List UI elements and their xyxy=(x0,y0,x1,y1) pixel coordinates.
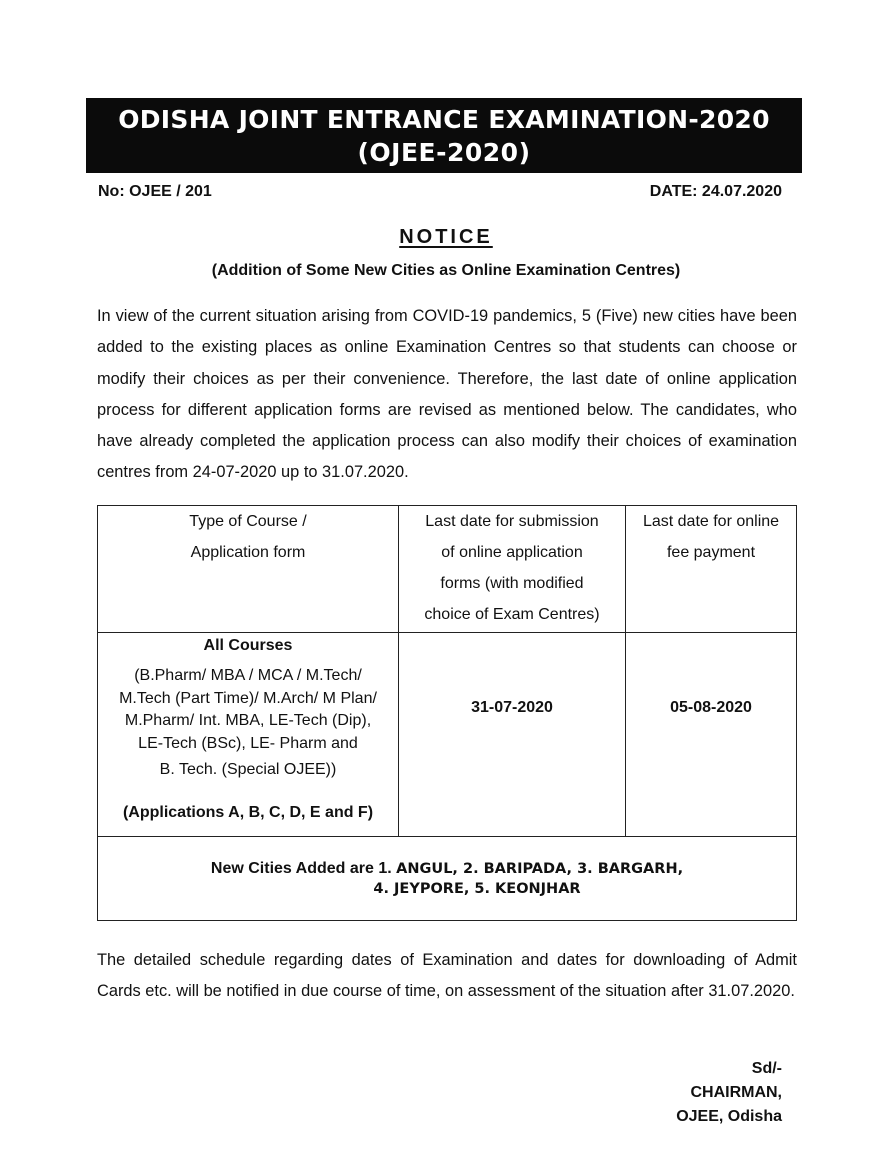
signature-org: OJEE, Odisha xyxy=(676,1108,782,1125)
reference-number: No: OJEE / 201 xyxy=(98,183,212,200)
submission-date: 31-07-2020 xyxy=(471,698,553,716)
new-cities-cell xyxy=(98,837,797,921)
submission-date-cell xyxy=(399,633,626,837)
fee-date: 05-08-2020 xyxy=(670,698,752,716)
fee-header-line: Last date for online xyxy=(642,513,780,530)
course-type-header xyxy=(98,506,399,633)
header-subtitle: (OJEE-2020) xyxy=(357,138,531,167)
new-cities-row xyxy=(98,837,797,921)
table-row xyxy=(98,633,797,837)
signature-title: CHAIRMAN, xyxy=(690,1084,782,1101)
new-cities-text xyxy=(98,859,796,899)
new-cities-list: ANGUL, 2. BARIPADA, 3. BARGARH, xyxy=(396,860,684,877)
course-line: M.Pharm/ Int. MBA, LE-Tech (Dip), xyxy=(124,712,372,729)
submission-header-line: choice of Exam Centres) xyxy=(424,606,600,623)
course-line: (B.Pharm/ MBA / MCA / M.Tech/ xyxy=(134,667,362,684)
notice-subtitle: (Addition of Some New Cities as Online Examination Centres) xyxy=(211,262,681,279)
courses-list xyxy=(98,665,398,755)
table-header-row xyxy=(98,506,797,633)
fee-header-line: fee payment xyxy=(666,544,756,561)
course-type-header-line: Type of Course / xyxy=(189,513,307,530)
fee-date-header xyxy=(626,506,797,633)
course-line: M.Tech (Part Time)/ M.Arch/ M Plan/ xyxy=(119,689,377,707)
course-type-header-line: Application form xyxy=(190,544,306,561)
course-line: B. Tech. (Special OJEE)) xyxy=(159,761,337,778)
fee-date-cell xyxy=(626,633,797,837)
courses-title: All Courses xyxy=(203,637,293,654)
submission-date-header xyxy=(399,506,626,633)
applications-label: (Applications A, B, C, D, E and F) xyxy=(122,804,374,821)
new-cities-prefix: New Cities Added are 1. xyxy=(210,859,392,877)
submission-header-line: forms (with modified xyxy=(440,575,584,592)
schedule-table xyxy=(97,505,797,921)
new-cities-list: 4. JEYPORE, 5. KEONJHAR xyxy=(373,880,581,897)
notice-date: DATE: 24.07.2020 xyxy=(649,183,782,200)
header-title: ODISHA JOINT ENTRANCE EXAMINATION-2020 xyxy=(118,105,770,134)
courses-cell xyxy=(98,633,399,837)
submission-header-line: Last date for submission xyxy=(425,513,599,530)
notice-heading xyxy=(0,226,892,249)
closing-paragraph: The detailed schedule regarding dates of Examination and dates for downloading of Admit Cards etc. will be notified in due course of time, on assessment of the situation after 31.07.2020. xyxy=(97,951,797,1001)
signature-block xyxy=(676,1057,782,1129)
submission-header-line: of online application xyxy=(441,544,583,561)
intro-paragraph: In view of the current situation arising from COVID-19 pandemics, 5 (Five) new cities have been added to the existing places as online Examination Centres so that students can choose or modify their choices as per their convenience. Therefore, the last date of online application process for different application forms are revised as mentioned below. The candidates, who have already completed the application process can also modify their choices of examination centres from 24-07-2020 up to 31.07.2020. xyxy=(97,307,797,482)
signature-sd: Sd/- xyxy=(751,1060,782,1077)
course-line: LE-Tech (BSc), LE- Pharm and xyxy=(138,734,358,752)
notice-heading-text: NOTICE xyxy=(399,226,493,248)
header-banner xyxy=(86,98,802,173)
